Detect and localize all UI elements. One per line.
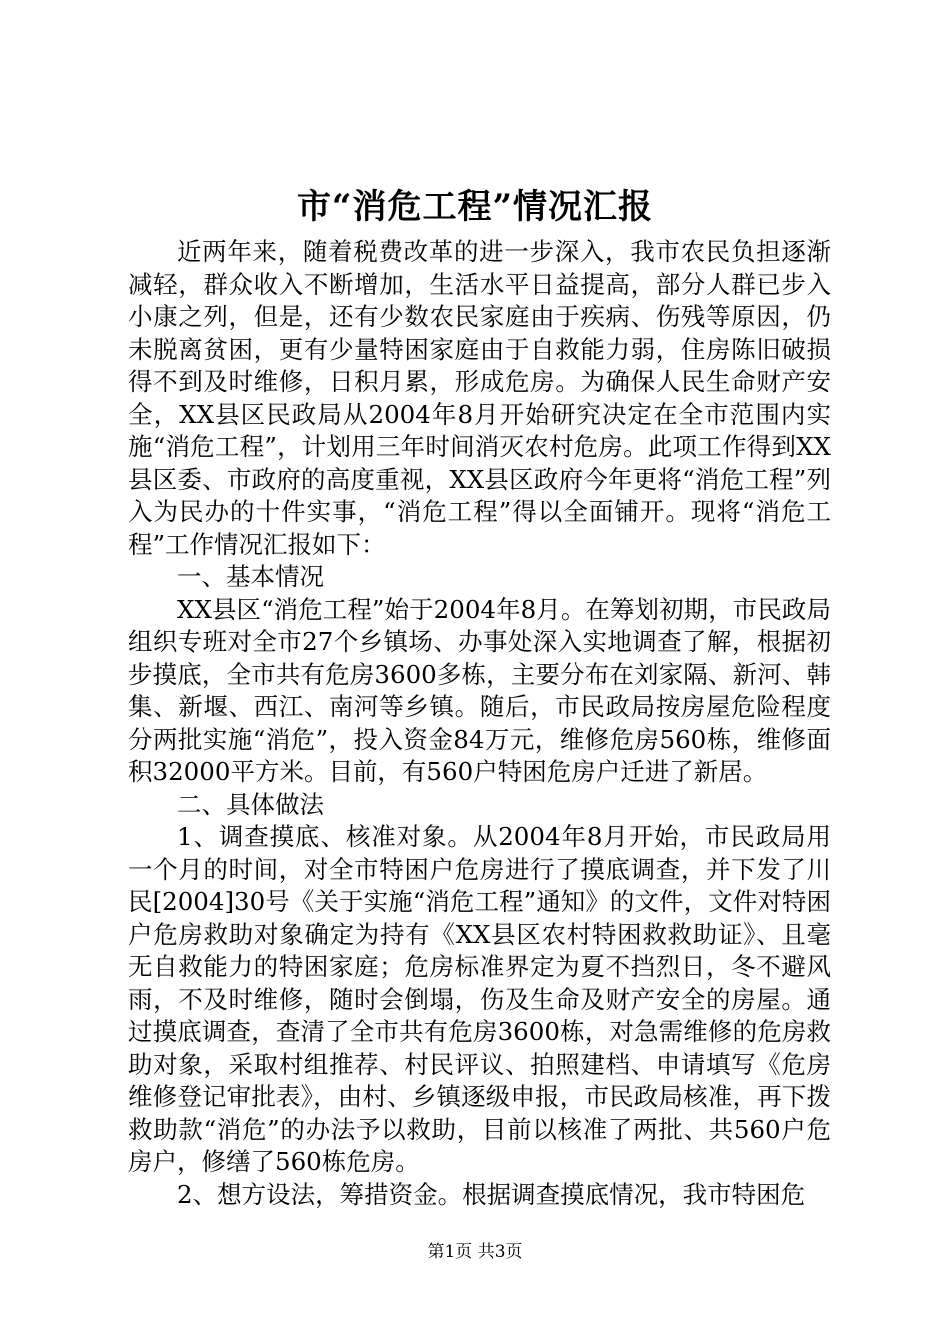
page-footer: 第1页 共3页 (427, 1242, 523, 1262)
paragraph-practice-1: 1、调查摸底、核准对象。从2004年8月开始，市民政局用一个月的时间，对全市特困户危房进行了摸底调查，并下发了川民[2004]30号《关于实施“消危工程”通知》的文件，文件对特困户危房救助对象确定为持有《XX县区农村特困救救助证》、且毫无自救能力的特困家庭；危房标准界定为夏不挡烈日，冬不避风雨，不及时维修，随时会倒塌，伤及生命及财产安全的房屋。通过摸底调查，查清了全市共有危房3600栋，对急需维修的危房救助对象，采取村组推荐、村民评议、拍照建档、申请填写《危房维修登记审批表》，由村、乡镇逐级申报，市民政局核准，再下拨救助款“消危”的办法予以救助，目前以核准了两批、共560户危房户，修缮了560栋危房。 (128, 822, 831, 1176)
section-heading-basic-situation: 一、基本情况 (177, 562, 324, 591)
document-body (128, 236, 831, 1211)
paragraph-intro: 近两年来，随着税费改革的进一步深入，我市农民负担逐渐减轻，群众收入不断增加，生活水平日益提高，部分人群已步入小康之列，但是，还有少数农民家庭由于疾病、伤残等原因，仍未脱离贫困，更有少量特困家庭由于自救能力弱，住房陈旧破损得不到及时维修，日积月累，形成危房。为确保人民生命财产安全，XX县区民政局从2004年8月开始研究决定在全市范围内实施“消危工程”，计划用三年时间消灭农村危房。此项工作得到XX县区委、市政府的高度重视，XX县区政府今年更将“消危工程”列入为民办的十件实事，“消危工程”得以全面铺开。现将“消危工程”工作情况汇报如下： (128, 237, 831, 559)
document-title: 市“消危工程”情况汇报 (296, 187, 654, 227)
paragraph-basic-situation: XX县区“消危工程”始于2004年8月。在筹划初期，市民政局组织专班对全市27个乡镇场、办事处深入实地调查了解，根据初步摸底，全市共有危房3600多栋，主要分布在刘家隔、新河、韩集、新堰、西江、南河等乡镇。随后，市民政局按房屋危险程度分两批实施“消危”，投入资金84万元，维修危房560栋，维修面积32000平方米。目前，有560户特困危房户迁进了新居。 (128, 594, 831, 786)
paragraph-practice-2: 2、想方设法，筹措资金。根据调查摸底情况，我市特困危 (177, 1179, 806, 1209)
section-heading-specific-practices: 二、具体做法 (177, 789, 324, 819)
